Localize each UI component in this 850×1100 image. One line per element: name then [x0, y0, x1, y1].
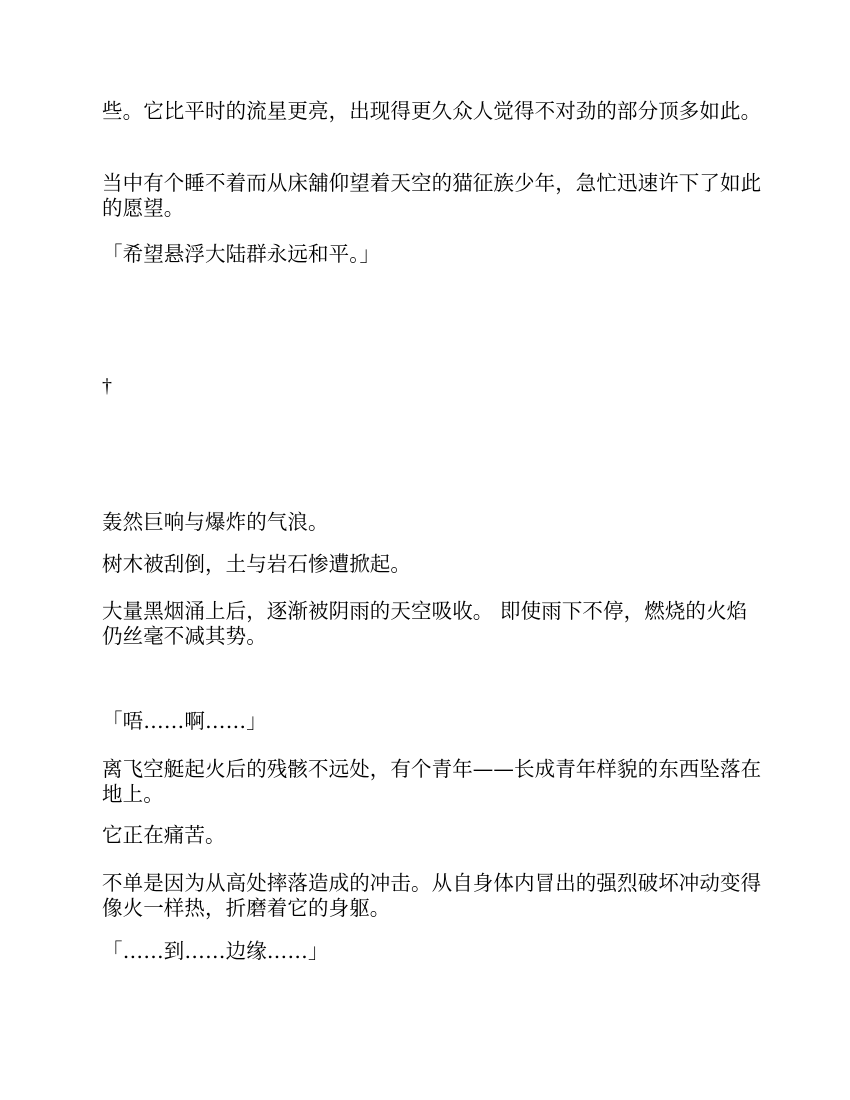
quote-line: 「希望悬浮大陆群永远和平。」	[102, 242, 381, 266]
paragraph: 轰然巨响与爆炸的气浪。	[102, 510, 329, 534]
paragraph: 树木被刮倒，土与岩石惨遭掀起。	[102, 552, 411, 576]
paragraph: 当中有个睡不着而从床舖仰望着天空的猫征族少年，急忙迅速许下了如此的愿望。	[102, 171, 762, 220]
section-divider: †	[102, 375, 112, 397]
paragraph: 些。它比平时的流星更亮，出现得更久众人觉得不对劲的部分顶多如此。	[102, 99, 762, 123]
paragraph: 离飞空艇起火后的残骸不远处，有个青年——长成青年样貌的东西坠落在地上。	[102, 757, 762, 806]
quote-line: 「……到……边缘……」	[102, 939, 329, 963]
paragraph: 不单是因为从高处摔落造成的冲击。从自身体内冒出的强烈破坏冲动变得像火一样热，折磨着它的身躯。	[102, 871, 762, 920]
paragraph: 大量黑烟涌上后，逐渐被阴雨的天空吸收。 即使雨下不停，燃烧的火焰仍丝毫不减其势。	[102, 599, 748, 648]
quote-line: 「唔……啊……」	[102, 709, 267, 733]
paragraph: 它正在痛苦。	[102, 823, 226, 847]
